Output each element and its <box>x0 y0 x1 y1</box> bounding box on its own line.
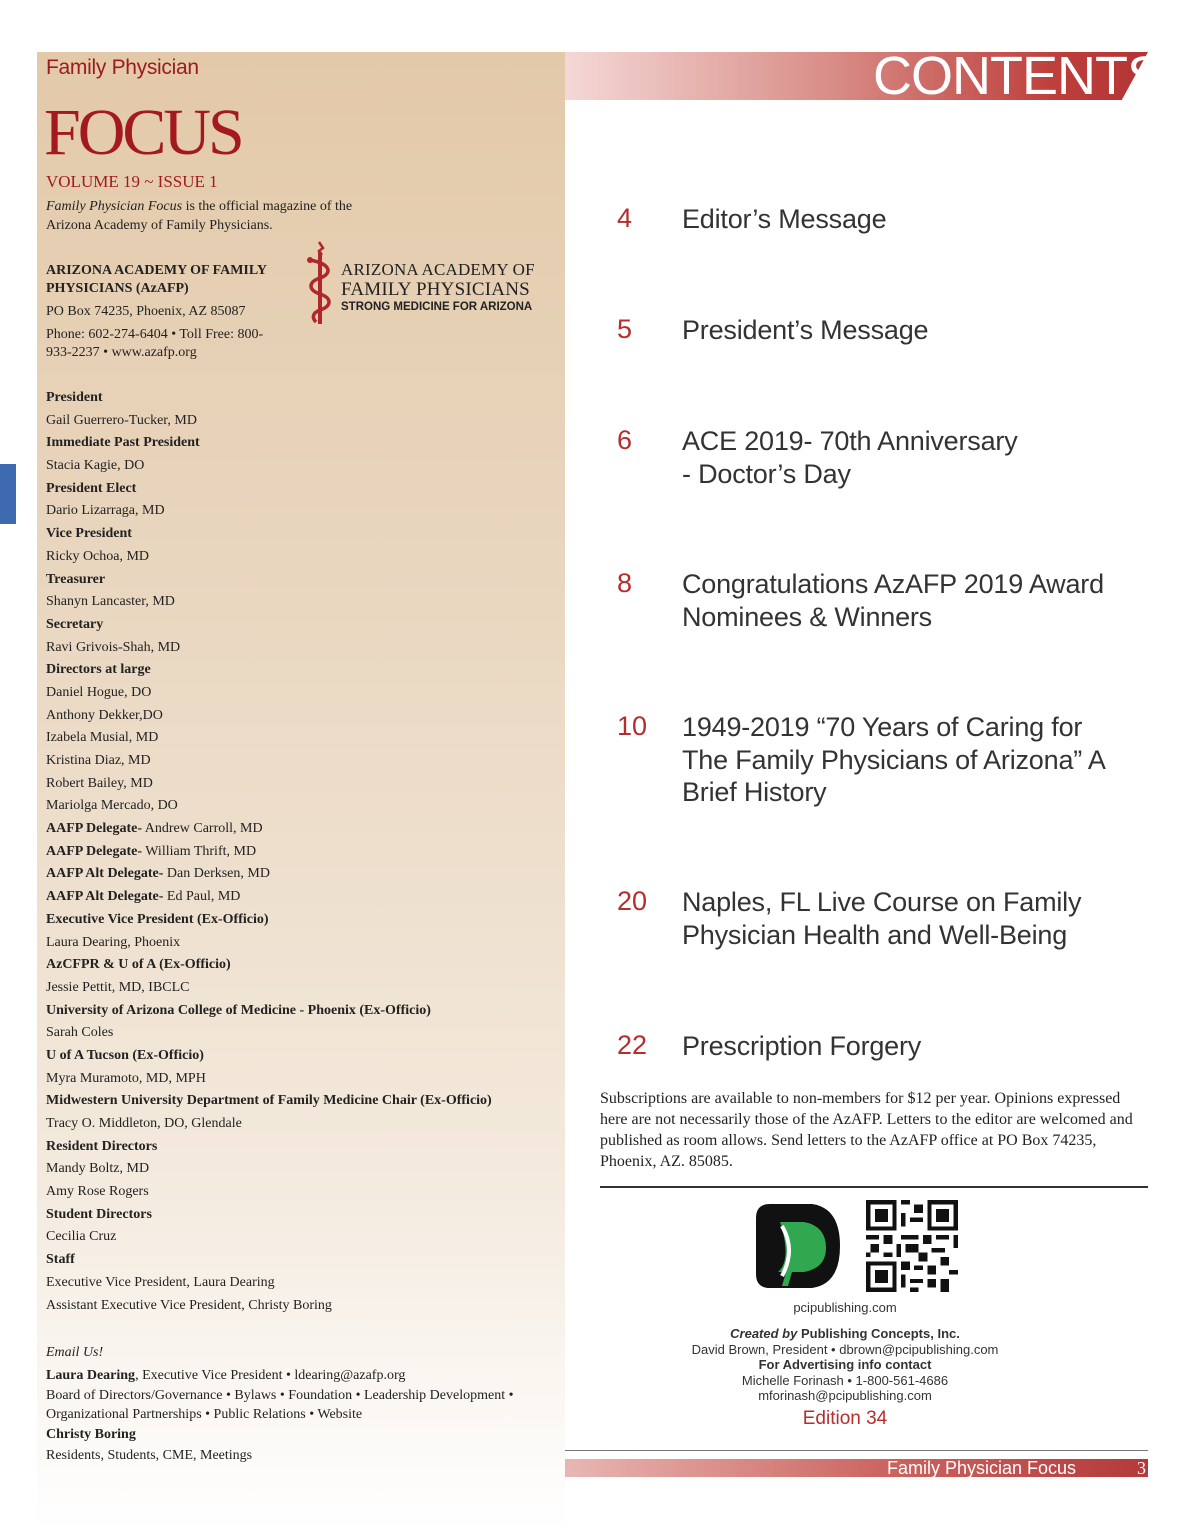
toc-title-presidents-message[interactable]: President’s Message <box>682 315 929 345</box>
footer-title: Family Physician Focus <box>887 1458 1077 1478</box>
officer-row <box>46 932 546 955</box>
email-laura <box>46 1365 546 1386</box>
divider <box>600 1186 1148 1188</box>
officer-name: Dan Derksen, MD <box>163 866 270 882</box>
officer-row <box>46 1158 546 1181</box>
toc-title-award-nominees[interactable]: Congratulations AzAFP 2019 Award Nominees & Winners <box>682 569 1104 632</box>
officer-row <box>46 954 546 977</box>
officer-row <box>46 1181 546 1204</box>
officer-label: President Elect <box>46 480 137 496</box>
email-christy-name: Christy Boring <box>46 1427 136 1442</box>
officer-row <box>46 1090 546 1113</box>
email-heading: Email Us! <box>46 1345 104 1360</box>
officer-name: Gail Guerrero-Tucker, MD <box>46 412 197 428</box>
officer-row <box>46 569 546 592</box>
publisher-created-by <box>620 1326 1070 1341</box>
officer-row <box>46 637 546 660</box>
officer-label: U of A Tucson (Ex-Officio) <box>46 1047 204 1063</box>
officer-name: Amy Rose Rogers <box>46 1184 149 1200</box>
created-by-label: Created by <box>730 1326 798 1341</box>
officer-label: AAFP Delegate- <box>46 843 143 859</box>
officer-row <box>46 1068 546 1091</box>
officer-label: Midwestern University Department of Family Medicine Chair (Ex-Officio) <box>46 1093 492 1109</box>
officer-row <box>46 909 546 932</box>
logo-text-line1: ARIZONA ACADEMY OF <box>341 260 535 279</box>
officer-row <box>46 1226 546 1249</box>
officer-label: Treasurer <box>46 571 106 587</box>
officer-row <box>46 614 546 637</box>
officer-name: Mariolga Mercado, DO <box>46 798 178 814</box>
officer-name: Assistant Executive Vice President, Christy Boring <box>46 1297 332 1313</box>
officer-name: Andrew Carroll, MD <box>142 821 263 837</box>
officer-label: Secretary <box>46 616 104 632</box>
officer-row <box>46 795 546 818</box>
officer-row <box>46 773 546 796</box>
officer-row <box>46 1204 546 1227</box>
officer-row <box>46 432 546 455</box>
officer-name: Anthony Dekker,DO <box>46 707 163 723</box>
officer-row <box>46 410 546 433</box>
officer-row <box>46 1295 546 1318</box>
officer-label: Immediate Past President <box>46 435 200 451</box>
toc-page-5[interactable]: 5 <box>617 314 633 344</box>
officer-label: AAFP Delegate- <box>46 821 143 837</box>
toc-page-20[interactable]: 20 <box>617 886 648 916</box>
officer-row <box>46 478 546 501</box>
officer-name: Ed Paul, MD <box>163 889 241 905</box>
officer-row <box>46 977 546 1000</box>
org-name-line2: PHYSICIANS (AzAFP) <box>46 281 189 296</box>
caduceus-icon <box>302 238 338 328</box>
officer-row <box>46 1249 546 1272</box>
officer-name: Kristina Diaz, MD <box>46 753 151 768</box>
toc-title-naples-course[interactable]: Naples, FL Live Course on Family Physician Health and Well-Being <box>682 887 1082 950</box>
officer-label: AzCFPR & U of A (Ex-Officio) <box>46 957 231 973</box>
officer-row <box>46 523 546 546</box>
advertising-contact: Michelle Forinash • 1-800-561-4686 <box>741 1373 949 1388</box>
toc-page-22[interactable]: 22 <box>617 1030 648 1060</box>
officer-label: AAFP Alt Delegate- <box>46 889 164 905</box>
officer-label: AAFP Alt Delegate- <box>46 866 164 882</box>
org-name-line1: ARIZONA ACADEMY OF FAMILY <box>46 263 268 278</box>
publication-kicker: Family Physician <box>46 56 199 79</box>
officer-row <box>46 455 546 478</box>
footer-page-number: 3 <box>1137 1458 1146 1478</box>
officer-row <box>46 682 546 705</box>
officer-row <box>46 863 546 886</box>
officer-row <box>46 1045 546 1068</box>
publication-title: FOCUS <box>44 96 242 169</box>
qr-code-icon <box>866 1200 958 1292</box>
email-laura-duties-1: Board of Directors/Governance • Bylaws • Foundation • Leadership Development • <box>46 1388 514 1403</box>
officer-label: University of Arizona College of Medicine - Phoenix (Ex-Officio) <box>46 1002 431 1018</box>
email-christy-duties: Residents, Students, CME, Meetings <box>46 1448 253 1463</box>
officer-name: Shanyn Lancaster, MD <box>46 594 175 610</box>
logo-text-line2: FAMILY PHYSICIANS <box>341 279 530 300</box>
officer-label: Directors at large <box>46 662 151 678</box>
officer-name: Dario Lizarraga, MD <box>46 503 165 519</box>
officer-name: Sarah Coles <box>46 1025 114 1041</box>
publisher-site: pcipublishing.com <box>793 1300 897 1315</box>
officer-row <box>46 659 546 682</box>
officer-name: Laura Dearing, Phoenix <box>46 934 181 950</box>
toc-title-70-years[interactable]: 1949-2019 “70 Years of Caring for The Family Physicians of Arizona” A Brief History <box>682 712 1105 807</box>
officer-label: Resident Directors <box>46 1138 158 1154</box>
officer-row <box>46 591 546 614</box>
officer-row <box>46 841 546 864</box>
officer-label: Staff <box>46 1252 75 1268</box>
footer-rule <box>565 1450 1148 1451</box>
officer-label: Executive Vice President (Ex-Officio) <box>46 911 269 927</box>
toc-title-ace-2019[interactable]: ACE 2019- 70th Anniversary - Doctor’s Day <box>682 426 1018 489</box>
officer-label: President <box>46 390 103 405</box>
email-block <box>46 1342 546 1466</box>
contents-title: CONTENTS <box>873 46 1162 106</box>
officer-row <box>46 750 546 773</box>
officer-name: Daniel Hogue, DO <box>46 684 152 700</box>
officer-name: Izabela Musial, MD <box>46 730 159 746</box>
email-laura-name: Laura Dearing <box>46 1368 136 1383</box>
tagline-publication-name: Family Physician Focus <box>46 199 183 214</box>
toc-title-prescription-forgery[interactable]: Prescription Forgery <box>682 1031 922 1061</box>
officer-row <box>46 1113 546 1136</box>
officer-name: Myra Muramoto, MD, MPH <box>46 1070 206 1086</box>
org-contact-block <box>46 262 296 362</box>
side-tab-marker <box>0 464 16 524</box>
officer-label: Vice President <box>46 526 132 542</box>
officer-row <box>46 705 546 728</box>
officer-name: Robert Bailey, MD <box>46 775 153 791</box>
officer-row <box>46 500 546 523</box>
officer-row <box>46 727 546 750</box>
officer-name: Stacia Kagie, DO <box>46 458 145 474</box>
toc-page-8[interactable]: 8 <box>617 568 633 598</box>
toc-title-editors-message[interactable]: Editor’s Message <box>682 204 887 234</box>
officer-row <box>46 818 546 841</box>
officer-label: Student Directors <box>46 1206 152 1222</box>
tagline-text: is the official magazine of the Arizona Academy of Family Physicians. <box>46 199 353 233</box>
org-address: PO Box 74235, Phoenix, AZ 85087 <box>46 304 246 319</box>
officer-name: Ravi Grivois-Shah, MD <box>46 639 181 655</box>
subscription-notice: Subscriptions are available to non-members for $12 per year. Opinions expressed here are not necessarily those of the AzAFP. Letters to the editor are welcomed and published as room allows. Send letters to the AzAFP office at PO Box 74235, Phoenix, AZ. 85085. <box>600 1090 1133 1170</box>
officer-name: Tracy O. Middleton, DO, Glendale <box>46 1116 242 1131</box>
advertising-email: mforinash@pcipublishing.com <box>758 1388 932 1403</box>
officer-row <box>46 1272 546 1295</box>
officer-name: Executive Vice President, Laura Dearing <box>46 1274 275 1290</box>
officer-name: Mandy Boltz, MD <box>46 1161 150 1177</box>
org-phone: Phone: 602-274-6404 • Toll Free: 800-933-2237 • www.azafp.org <box>46 327 264 360</box>
volume-issue: VOLUME 19 ~ ISSUE 1 <box>46 172 218 191</box>
tagline <box>46 197 376 235</box>
publisher-president: David Brown, President • dbrown@pcipublishing.com <box>691 1342 999 1357</box>
toc-page-4[interactable]: 4 <box>617 203 633 233</box>
publisher-name: Publishing Concepts, Inc. <box>797 1326 960 1341</box>
azafp-logo <box>300 238 540 328</box>
logo-slogan: STRONG MEDICINE FOR ARIZONA <box>341 301 533 313</box>
email-laura-contact: , Executive Vice President • ldearing@azafp.org <box>135 1368 406 1383</box>
officer-row <box>46 387 546 410</box>
toc-page-6[interactable]: 6 <box>617 425 633 455</box>
pci-logo-icon <box>752 1200 844 1292</box>
advertising-heading: For Advertising info contact <box>758 1357 932 1372</box>
officer-row <box>46 886 546 909</box>
officer-name: Cecilia Cruz <box>46 1229 117 1245</box>
officer-row <box>46 1000 546 1023</box>
officer-row <box>46 546 546 569</box>
officer-row <box>46 1136 546 1159</box>
email-laura-duties-2: Organizational Partnerships • Public Relations • Website <box>46 1407 363 1422</box>
officers-list <box>46 387 546 1317</box>
officer-name: Jessie Pettit, MD, IBCLC <box>46 979 190 995</box>
officer-name: William Thrift, MD <box>142 843 257 859</box>
officer-name: Ricky Ochoa, MD <box>46 548 150 564</box>
edition-number: Edition 34 <box>802 1408 888 1429</box>
officer-row <box>46 1022 546 1045</box>
toc-page-10[interactable]: 10 <box>617 711 648 741</box>
